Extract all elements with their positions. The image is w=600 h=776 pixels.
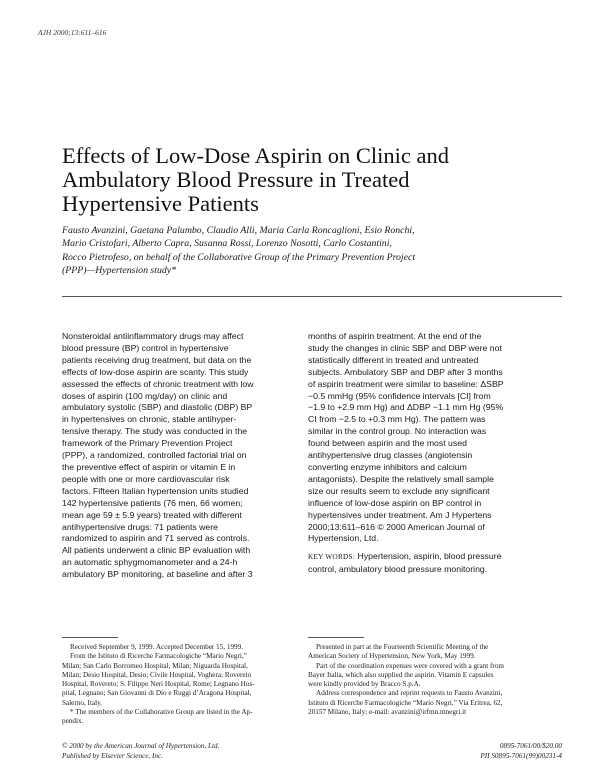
- title-divider: [62, 296, 562, 297]
- copyright-footer: [62, 742, 219, 761]
- abstract-column-right: [308, 331, 553, 545]
- footnote-line: * The members of the Collaborative Group are listed in the Ap-: [70, 708, 253, 717]
- abstract-line: −1.9 to +2.9 mm Hg) and ΔDBP −1.1 mm Hg (95%: [308, 402, 504, 413]
- abstract-line: mean age 59 ± 5.9 years) treated with different: [62, 509, 242, 520]
- author-line: Fausto Avanzini, Gaetana Palumbo, Claudio Alli, Maria Carla Roncaglioni, Esio Ronchi,: [62, 225, 415, 236]
- author-line: (PPP)—Hypertension study*: [62, 264, 176, 276]
- author-list: [62, 224, 562, 277]
- footnotes-right: [308, 643, 548, 717]
- footnote-line: pendix.: [62, 717, 84, 726]
- footnote-line: pital, Legnano; San Giovanni di Dio e Ruggi d’Aragona Hospital,: [62, 689, 252, 698]
- abstract-line: 142 hypertensive patients (76 men, 66 women;: [62, 497, 243, 508]
- footer-line: © 2000 by the American Journal of Hypertension, Ltd.: [62, 742, 220, 750]
- abstract-line: Nonsteroidal antiinflammatory drugs may affect: [62, 331, 244, 341]
- footer-line: Published by Elsevier Science, Inc.: [62, 751, 163, 760]
- abstract-line: randomized to aspirin and 71 served as controls.: [62, 533, 250, 544]
- article-title: [62, 144, 582, 216]
- abstract-line: Hypertension, Ltd.: [308, 533, 379, 544]
- footnote-line: From the Istituto di Ricerche Farmacologiche “Mario Negri,”: [70, 652, 247, 661]
- footnote-line: Address correspondence and reprint requests to Fausto Avanzini,: [316, 689, 503, 698]
- abstract-line: tensive therapy. The study was conducted in the: [62, 426, 248, 437]
- abstract-line: doses of aspirin (100 mg/day) on clinic and: [62, 390, 228, 401]
- keywords-text: Hypertension, aspirin, blood pressure: [357, 551, 502, 561]
- footnote-line: Presented in part at the Fourteenth Scientific Meeting of the: [316, 643, 489, 651]
- abstract-line: CI from −2.5 to +0.3 mm Hg). The pattern was: [308, 414, 486, 425]
- abstract-line: influence of low-dose aspirin on BP control in: [308, 497, 482, 508]
- abstract-line: size our results seem to exclude any significant: [308, 485, 490, 496]
- keywords-line: [308, 551, 568, 564]
- keywords-line: control, ambulatory blood pressure monitoring.: [308, 563, 488, 574]
- footnote-line: were kindly provided by Bracco S.p.A.: [308, 680, 421, 689]
- abstract-line: in hypertensives on chronic, stable antihyper-: [62, 414, 237, 425]
- abstract-line: All patients underwent a clinic BP evaluation with: [62, 545, 251, 556]
- footer-line: 0895-7061/00/$20.00: [499, 742, 562, 750]
- abstract-line: antihypertensive drug classes (angiotensin: [308, 450, 473, 461]
- footer-line: PII S0895-7061(99)00231-4: [480, 751, 562, 760]
- footnotes-left: [62, 643, 302, 727]
- author-line: Rocco Pietrofeso, on behalf of the Collaborative Group of the Primary Prevention Project: [62, 251, 416, 263]
- abstract-line: statistically different in treated and untreated: [308, 354, 479, 365]
- abstract-line: antagonists). Despite the relatively small sample: [308, 473, 494, 484]
- abstract-line: months of aspirin treatment. At the end of the: [308, 331, 482, 341]
- footnote-line: Milan; Desio Hospital, Desio; Civile Hospital, Voghera; Rovereto: [62, 670, 252, 679]
- journal-citation-header: AJH 2000;13:611–616: [38, 28, 107, 37]
- abstract-line: study the changes in clinic SBP and DBP were not: [308, 342, 502, 353]
- footnote-line: American Society of Hypertension, New York, May 1999.: [308, 652, 476, 661]
- notes-divider-left: [62, 637, 118, 638]
- abstract-line: factors. Fifteen Italian hypertension units studied: [62, 485, 249, 496]
- title-line: Ambulatory Blood Pressure in Treated: [62, 167, 410, 192]
- article-identifier-footer: [480, 742, 562, 761]
- footnote-line: 20157 Milano, Italy; e-mail: avanzini@irfmn.mnegri.it: [308, 708, 467, 717]
- footnote-line: Istituto di Ricerche Farmacologiche “Mario Negri,” Via Eritrea, 62,: [308, 698, 503, 707]
- notes-divider-right: [308, 637, 364, 638]
- abstract-line: blood pressure (BP) control in hypertensive: [62, 342, 229, 353]
- abstract-line: framework of the Primary Prevention Project: [62, 438, 233, 449]
- author-line: Mario Cristofari, Alberto Capra, Susanna Rossi, Lorenzo Nosotti, Carlo Costantini,: [62, 238, 392, 250]
- abstract-line: (PPP), a randomized, controlled factorial trial on: [62, 450, 247, 461]
- abstract-line: the preventive effect of aspirin or vitamin E in: [62, 461, 236, 472]
- abstract-line: subjects. Ambulatory SBP and DBP after 3 months: [308, 366, 503, 377]
- abstract-line: hypertensives under treatment. Am J Hypertens: [308, 509, 492, 520]
- abstract-line: found between aspirin and the most used: [308, 438, 467, 449]
- abstract-line: people with one or more cardiovascular risk: [62, 473, 230, 484]
- keywords-label: KEY WORDS:: [308, 553, 356, 561]
- footnote-line: Hospital, Rovereto; S. Filippo Neri Hospital, Rome; Legnano Hos-: [62, 680, 255, 689]
- abstract-line: converting enzyme inhibitors and calcium: [308, 461, 467, 472]
- abstract-column-left: [62, 331, 307, 581]
- abstract-line: similar in the control group. No interaction was: [308, 426, 487, 437]
- title-line: Hypertensive Patients: [62, 191, 259, 216]
- footnote-line: Salerno, Italy.: [62, 698, 103, 707]
- abstract-line: 2000;13:611–616 © 2000 American Journal of: [308, 521, 485, 532]
- abstract-line: ambulatory BP monitoring, at baseline and after 3: [62, 569, 253, 580]
- footnote-line: Milan; San Carlo Borromeo Hospital, Milan; Niguarda Hospital,: [62, 661, 248, 670]
- abstract-line: patients receiving drug treatment, but data on the: [62, 354, 252, 365]
- keywords: [308, 551, 568, 576]
- abstract-line: of aspirin treatment were similar to baseline: ΔSBP: [308, 378, 504, 389]
- footnote-line: Received September 9, 1999. Accepted December 15, 1999.: [70, 643, 244, 651]
- abstract-line: ambulatory systolic (SBP) and diastolic (DBP) BP: [62, 402, 253, 413]
- abstract-line: effects of low-dose aspirin are scanty. This study: [62, 366, 249, 377]
- abstract-line: −0.5 mmHg (95% confidence intervals [CI] from: [308, 390, 491, 401]
- footnote-line: Part of the coordination expenses were covered with a grant from: [316, 661, 505, 670]
- abstract-line: antihypertensive drugs: 71 patients were: [62, 521, 218, 532]
- abstract-line: assessed the effects of chronic treatment with low: [62, 378, 254, 389]
- footnote-line: Bayer Italia, which also supplied the aspirin. Vitamin E capsules: [308, 670, 494, 679]
- title-line: Effects of Low-Dose Aspirin on Clinic and: [62, 143, 450, 168]
- abstract-line: an automatic sphygmomanometer and a 24-h: [62, 557, 238, 568]
